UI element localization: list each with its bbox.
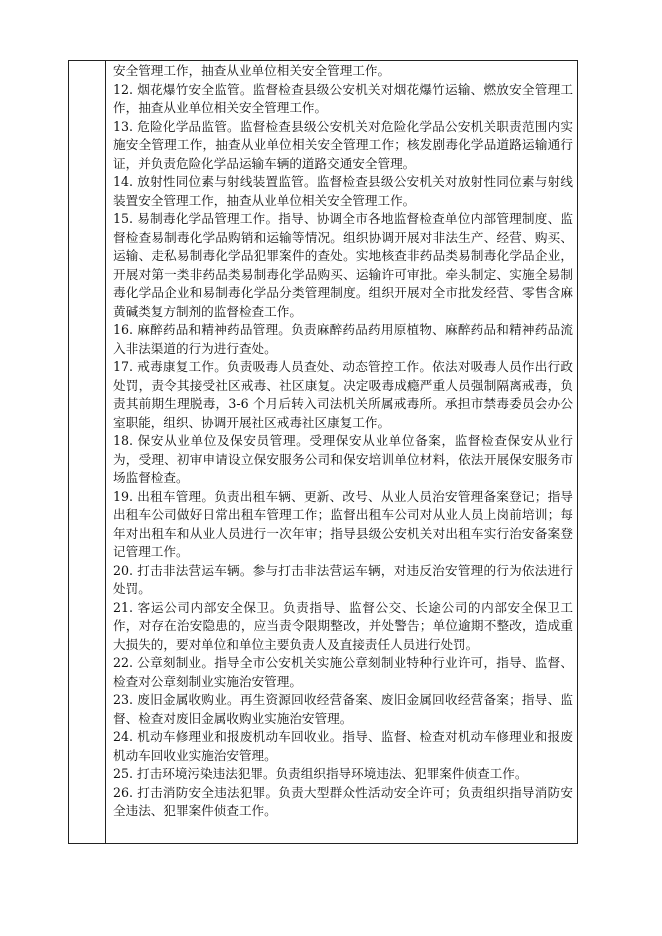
duty-content-cell — [113, 62, 573, 821]
duty-item-21: 21. 客运公司内部安全保卫。负责指导、监督公交、长途公司的内部安全保卫工作，对存在治安隐患的，应当责令限期整改，并处警告；单位逾期不整改，造成重大损失的，要对单位和单位主要负责人及直接责任人员进行处罚。 — [113, 599, 573, 652]
duty-item-12: 12. 烟花爆竹安全监管。监督检查县级公安机关对烟花爆竹运输、燃放安全管理工作，抽查从业单位相关安全管理工作。 — [113, 81, 573, 115]
duty-item-22: 22. 公章刻制业。指导全市公安机关实施公章刻制业特种行业许可，指导、监督、检查对公章刻制业实施治安管理。 — [113, 655, 573, 689]
duty-item-11-continued: 安全管理工作，抽查从业单位相关安全管理工作。 — [113, 63, 391, 78]
duty-item-14: 14. 放射性同位素与射线装置监管。监督检查县级公安机关对放射性同位素与射线装置安全管理工作，抽查从业单位相关安全管理工作。 — [113, 174, 573, 208]
duty-item-26: 26. 打击消防安全违法犯罪。负责大型群众性活动安全许可；负责组织指导消防安全违法、犯罪案件侦查工作。 — [113, 784, 573, 818]
duty-item-23: 23. 废旧金属收购业。再生资源回收经营备案、废旧金属回收经营备案；指导、监督、检查对废旧金属收购业实施治安管理。 — [113, 692, 573, 726]
duty-item-15: 15. 易制毒化学品管理工作。指导、协调全市各地监督检查单位内部管理制度、监督检查易制毒化学品购销和运输等情况。组织协调开展对非法生产、经营、购买、运输、走私易制毒化学品犯罪案件的查处。实地核查非药品类易制毒化学品企业，开展对第一类非药品类易制毒化学品购买、运输许可审批。牵头制定、实施全易制毒化学品企业和易制毒化学品分类管理制度。组织开展对全市批发经营、零售含麻黄碱类复方制剂的监督检查工作。 — [113, 211, 573, 319]
duty-item-18: 18. 保安从业单位及保安员管理。受理保安从业单位备案，监督检查保安从业行为，受理、初审申请设立保安服务公司和保安培训单位材料，依法开展保安服务市场监督检查。 — [113, 433, 573, 485]
duty-item-13: 13. 危险化学品监管。监督检查县级公安机关对危险化学品公安机关职责范围内实施安全管理工作，抽查从业单位相关安全管理工作；核发剧毒化学品道路运输通行证，并负责危险化学品运输车辆的道路交通安全管理。 — [113, 118, 573, 171]
duty-item-24: 24. 机动车修理业和报废机动车回收业。指导、监督、检查对机动车修理业和报废机动车回收业实施治安管理。 — [113, 729, 573, 763]
duty-item-20: 20. 打击非法营运车辆。参与打击非法营运车辆，对违反治安管理的行为依法进行处罚。 — [113, 562, 573, 596]
duty-item-17: 17. 戒毒康复工作。负责吸毒人员查处、动态管控工作。依法对吸毒人员作出行政处罚，责令其接受社区戒毒、社区康复。决定吸毒成瘾严重人员强制隔离戒毒，负责其前期生理脱毒，3-6 个月后转入司法机关所属戒毒所。承担市禁毒委员会办公室职能，组织、协调开展社区戒毒社区康复工作。 — [113, 359, 573, 430]
column-divider — [105, 61, 106, 843]
duty-item-16: 16. 麻醉药品和精神药品管理。负责麻醉药品药用原植物、麻醉药品和精神药品流入非法渠道的行为进行查处。 — [113, 322, 573, 356]
duty-item-25: 25. 打击环境污染违法犯罪。负责组织指导环境违法、犯罪案件侦查工作。 — [113, 766, 528, 781]
duty-table — [68, 60, 578, 844]
duty-item-19: 19. 出租车管理。负责出租车辆、更新、改号、从业人员治安管理备案登记；指导出租车公司做好日常出租车管理工作；监督出租车公司对从业人员上岗前培训；每年对出租车和从业人员进行一次年审；指导县级公安机关对出租车实行治安备案登记管理工作。 — [113, 488, 573, 559]
